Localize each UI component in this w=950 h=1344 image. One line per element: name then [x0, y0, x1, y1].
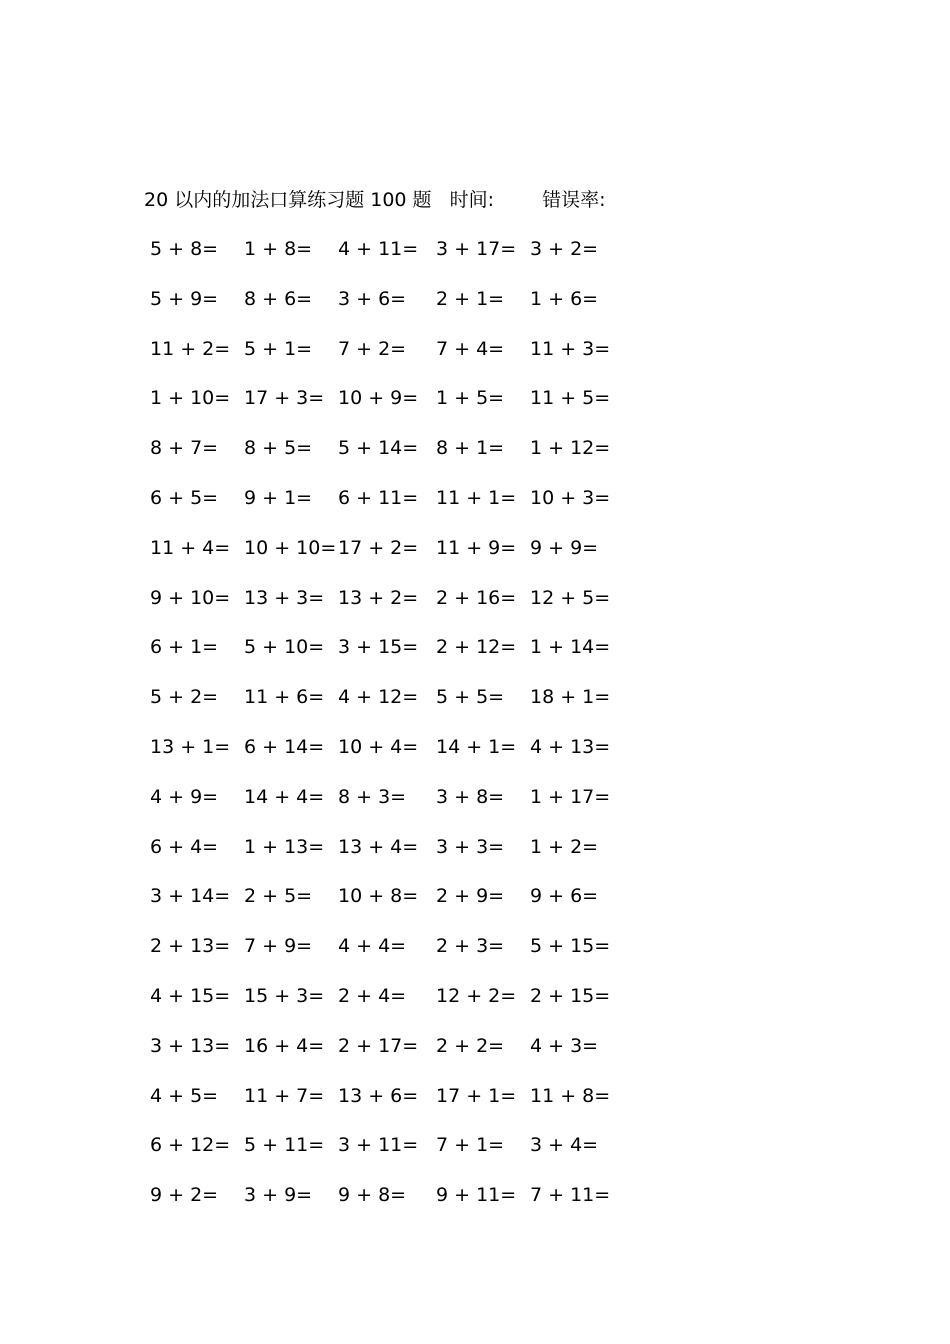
addition-problem: 3 + 11=	[338, 1134, 419, 1157]
addition-problem: 1 + 5=	[436, 387, 505, 410]
addition-problem: 6 + 14=	[244, 735, 325, 758]
addition-problem: 6 + 1=	[150, 636, 219, 659]
addition-problem: 13 + 1=	[150, 735, 231, 758]
problem-row	[0, 983, 950, 1033]
addition-problem: 11 + 5=	[530, 387, 611, 410]
problem-row	[0, 535, 950, 585]
addition-problem: 4 + 12=	[338, 686, 419, 709]
addition-problem: 3 + 4=	[530, 1134, 599, 1157]
addition-problem: 9 + 2=	[150, 1184, 219, 1207]
addition-problem: 10 + 4=	[338, 735, 419, 758]
problem-row	[0, 1182, 950, 1232]
addition-problem: 7 + 2=	[338, 337, 407, 360]
addition-problem: 2 + 3=	[436, 935, 505, 958]
addition-problem: 8 + 7=	[150, 437, 219, 460]
problem-row	[0, 933, 950, 983]
addition-problem: 3 + 14=	[150, 885, 231, 908]
addition-problem: 2 + 13=	[150, 935, 231, 958]
addition-problem: 13 + 6=	[338, 1084, 419, 1107]
problem-row	[0, 485, 950, 535]
addition-problem: 11 + 3=	[530, 337, 611, 360]
addition-problem: 13 + 2=	[338, 586, 419, 609]
addition-problem: 17 + 1=	[436, 1084, 517, 1107]
problem-row	[0, 385, 950, 435]
addition-problem: 1 + 14=	[530, 636, 611, 659]
addition-problem: 1 + 12=	[530, 437, 611, 460]
addition-problem: 11 + 4=	[150, 536, 231, 559]
addition-problem: 11 + 6=	[244, 686, 325, 709]
addition-problem: 7 + 4=	[436, 337, 505, 360]
addition-problem: 6 + 4=	[150, 835, 219, 858]
addition-problem: 9 + 6=	[530, 885, 599, 908]
addition-problem: 2 + 2=	[436, 1034, 505, 1057]
addition-problem: 3 + 9=	[244, 1184, 313, 1207]
addition-problem: 8 + 6=	[244, 287, 313, 310]
addition-problem: 2 + 1=	[436, 287, 505, 310]
addition-problem: 5 + 5=	[436, 686, 505, 709]
addition-problem: 2 + 16=	[436, 586, 517, 609]
addition-problem: 16 + 4=	[244, 1034, 325, 1057]
addition-problem: 12 + 5=	[530, 586, 611, 609]
worksheet-header	[144, 186, 605, 214]
addition-problem: 9 + 9=	[530, 536, 599, 559]
addition-problem: 11 + 1=	[436, 486, 517, 509]
addition-problem: 11 + 2=	[150, 337, 231, 360]
addition-problem: 4 + 11=	[338, 238, 419, 260]
addition-problem: 3 + 15=	[338, 636, 419, 659]
addition-problem: 4 + 3=	[530, 1034, 599, 1057]
addition-problem: 15 + 3=	[244, 984, 325, 1007]
problem-row	[0, 883, 950, 933]
addition-problem: 6 + 12=	[150, 1134, 231, 1157]
addition-problem: 9 + 8=	[338, 1184, 407, 1207]
addition-problem: 9 + 10=	[150, 586, 231, 609]
addition-problem: 13 + 3=	[244, 586, 325, 609]
time-label: 时间:	[449, 189, 495, 211]
addition-problem: 2 + 17=	[338, 1034, 419, 1057]
error-rate-label: 错误率:	[542, 189, 606, 211]
addition-problem: 5 + 8=	[150, 238, 219, 260]
worksheet-title: 20 以内的加法口算练习题 100 题	[144, 189, 432, 211]
addition-problem: 5 + 10=	[244, 636, 325, 659]
addition-problem: 9 + 11=	[436, 1184, 517, 1207]
addition-problem: 6 + 5=	[150, 486, 219, 509]
problem-row	[0, 435, 950, 485]
addition-problem: 10 + 8=	[338, 885, 419, 908]
problem-row	[0, 784, 950, 834]
addition-problem: 9 + 1=	[244, 486, 313, 509]
addition-problem: 14 + 1=	[436, 735, 517, 758]
problem-grid	[0, 236, 950, 1232]
addition-problem: 17 + 2=	[338, 536, 419, 559]
addition-problem: 5 + 1=	[244, 337, 313, 360]
problem-row	[0, 634, 950, 684]
addition-problem: 13 + 4=	[338, 835, 419, 858]
addition-problem: 2 + 5=	[244, 885, 313, 908]
problem-row	[0, 236, 950, 286]
addition-problem: 10 + 3=	[530, 486, 611, 509]
problem-row	[0, 1132, 950, 1182]
addition-problem: 7 + 1=	[436, 1134, 505, 1157]
addition-problem: 1 + 13=	[244, 835, 325, 858]
addition-problem: 12 + 2=	[436, 984, 517, 1007]
addition-problem: 7 + 11=	[530, 1184, 611, 1207]
problem-row	[0, 834, 950, 884]
addition-problem: 4 + 15=	[150, 984, 231, 1007]
problem-row	[0, 585, 950, 635]
addition-problem: 3 + 3=	[436, 835, 505, 858]
problem-row	[0, 286, 950, 336]
addition-problem: 5 + 15=	[530, 935, 611, 958]
addition-problem: 4 + 9=	[150, 785, 219, 808]
addition-problem: 2 + 9=	[436, 885, 505, 908]
addition-problem: 8 + 1=	[436, 437, 505, 460]
addition-problem: 18 + 1=	[530, 686, 611, 709]
addition-problem: 1 + 6=	[530, 287, 599, 310]
addition-problem: 1 + 10=	[150, 387, 231, 410]
addition-problem: 11 + 8=	[530, 1084, 611, 1107]
addition-problem: 5 + 2=	[150, 686, 219, 709]
problem-row	[0, 684, 950, 734]
addition-problem: 5 + 11=	[244, 1134, 325, 1157]
problem-row	[0, 336, 950, 386]
addition-problem: 3 + 2=	[530, 238, 599, 260]
addition-problem: 3 + 17=	[436, 238, 517, 260]
addition-problem: 1 + 2=	[530, 835, 599, 858]
addition-problem: 4 + 5=	[150, 1084, 219, 1107]
problem-row	[0, 1083, 950, 1133]
addition-problem: 5 + 9=	[150, 287, 219, 310]
addition-problem: 17 + 3=	[244, 387, 325, 410]
addition-problem: 3 + 6=	[338, 287, 407, 310]
addition-problem: 11 + 9=	[436, 536, 517, 559]
addition-problem: 11 + 7=	[244, 1084, 325, 1107]
addition-problem: 2 + 15=	[530, 984, 611, 1007]
addition-problem: 5 + 14=	[338, 437, 419, 460]
addition-problem: 14 + 4=	[244, 785, 325, 808]
addition-problem: 10 + 9=	[338, 387, 419, 410]
addition-problem: 3 + 13=	[150, 1034, 231, 1057]
addition-problem: 8 + 5=	[244, 437, 313, 460]
addition-problem: 2 + 4=	[338, 984, 407, 1007]
addition-problem: 1 + 17=	[530, 785, 611, 808]
addition-problem: 6 + 11=	[338, 486, 419, 509]
problem-row	[0, 1033, 950, 1083]
addition-problem: 4 + 13=	[530, 735, 611, 758]
addition-problem: 8 + 3=	[338, 785, 407, 808]
addition-problem: 1 + 8=	[244, 238, 313, 260]
addition-problem: 4 + 4=	[338, 935, 407, 958]
addition-problem: 10 + 10=	[244, 536, 337, 559]
problem-row	[0, 734, 950, 784]
addition-problem: 2 + 12=	[436, 636, 517, 659]
addition-problem: 3 + 8=	[436, 785, 505, 808]
addition-problem: 7 + 9=	[244, 935, 313, 958]
